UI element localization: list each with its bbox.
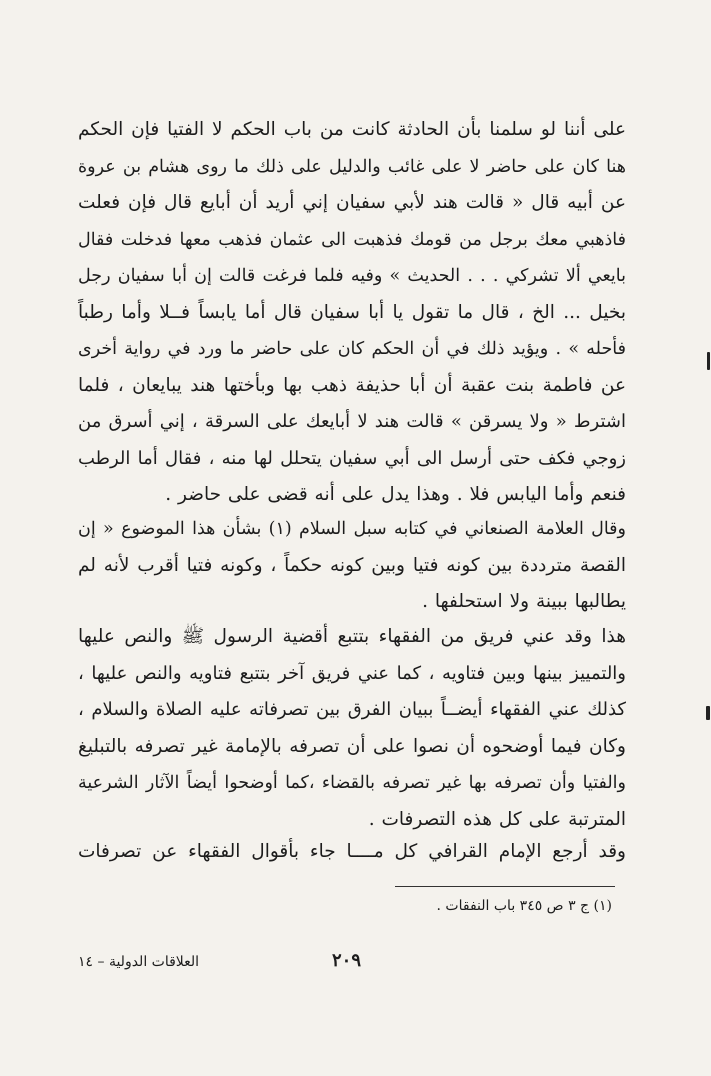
text-line: كذلك عني الفقهاء أيضــاً ببيان الفرق بين تصرفاته عليه الصلاة والسلام ، bbox=[78, 699, 626, 720]
text-line: عن أبيه قال « قالت هند لأبي سفيان إني أريد أن أبايع قال فإن فعلت bbox=[78, 192, 626, 213]
text-line: والتمييز بينها وبين فتاويه ، كما عني فريق آخر بتتبع فتاويه والنص عليها ، bbox=[78, 662, 626, 684]
text-line: هذا وقد عني فريق من الفقهاء بتتبع أقضية الرسول ﷺ والنص عليها bbox=[78, 626, 626, 647]
text-line: فنعم وأما اليابس فلا . وهذا يدل على أنه قضى على حاضر . bbox=[165, 484, 626, 505]
text-line: اشترط « ولا يسرقن » قالت هند لا أبايعك على السرقة ، إني أسرق من bbox=[78, 411, 626, 432]
margin-mark bbox=[706, 706, 710, 720]
text-line: وقد أرجع الإمام القرافي كل مــــا جاء بأقوال الفقهاء عن تصرفات bbox=[78, 841, 626, 862]
text-line: القصة مترددة بين كونه فتيا وبين كونه حكماً ، وكونه فتيا أقرب لأنه لم bbox=[78, 554, 626, 576]
paragraph-3 bbox=[78, 619, 626, 838]
page-number: ٢٠٩ bbox=[332, 950, 362, 971]
text-line: بايعي ألا تشركي . . . الحديث » وفيه فلما فرغت قالت إن أبا سفيان رجل bbox=[78, 266, 626, 286]
text-line: على أننا لو سلمنا بأن الحادثة كانت من باب الحكم لا الفتيا فإن الحكم bbox=[78, 119, 626, 140]
running-footer: العلاقات الدولية – ١٤ bbox=[78, 954, 200, 970]
text-line: المترتبة على كل هذه التصرفات . bbox=[368, 808, 626, 830]
footnote-divider bbox=[395, 886, 615, 887]
text-line: زوجي فكف حتى أرسل الى أبي سفيان يتحلل لها منه ، فقال أما الرطب bbox=[78, 447, 626, 469]
footnote: (١) ج ٣ ص ٣٤٥ باب النفقات . bbox=[436, 898, 612, 914]
text-line: هنا كان على حاضر لا على غائب والدليل على ذلك ما روى هشام بن عروة bbox=[78, 156, 626, 177]
text-line: فاذهبي معك برجل من قومك فذهبت الى عثمان فذهب معها فدخلت فقال bbox=[78, 229, 626, 250]
text-line: بخيل ... الخ ، قال ما تقول يا أبا سفيان قال أما يابساً فــلا وأما رطباً bbox=[78, 301, 626, 323]
text-line: وقال العلامة الصنعاني في كتابه سبل السلام (١) بشأن هذا الموضوع « إن bbox=[78, 519, 626, 539]
text-line: وكان فيما أوضحوه أن نصوا على أن تصرفه بالإمامة غير تصرفه بالتبليغ bbox=[78, 735, 626, 757]
text-line: يطالبها ببينة ولا استحلفها . bbox=[422, 591, 626, 612]
text-line: فأحله » . ويؤيد ذلك في أن الحكم كان على حاضر ما ورد في رواية أخرى bbox=[78, 339, 626, 359]
text-line: عن فاطمة بنت عقبة أن أبا حذيفة ذهب بها وبأختها هند يبايعان ، فلما bbox=[78, 374, 626, 396]
paragraph-2 bbox=[78, 511, 626, 621]
margin-mark bbox=[707, 352, 710, 370]
paragraph-4 bbox=[78, 834, 626, 871]
text-line: والفتيا وأن تصرفه بها غير تصرفه بالقضاء ،كما أوضحوا أيضاً الآثار الشرعية bbox=[78, 773, 626, 793]
paragraph-1 bbox=[78, 112, 626, 514]
